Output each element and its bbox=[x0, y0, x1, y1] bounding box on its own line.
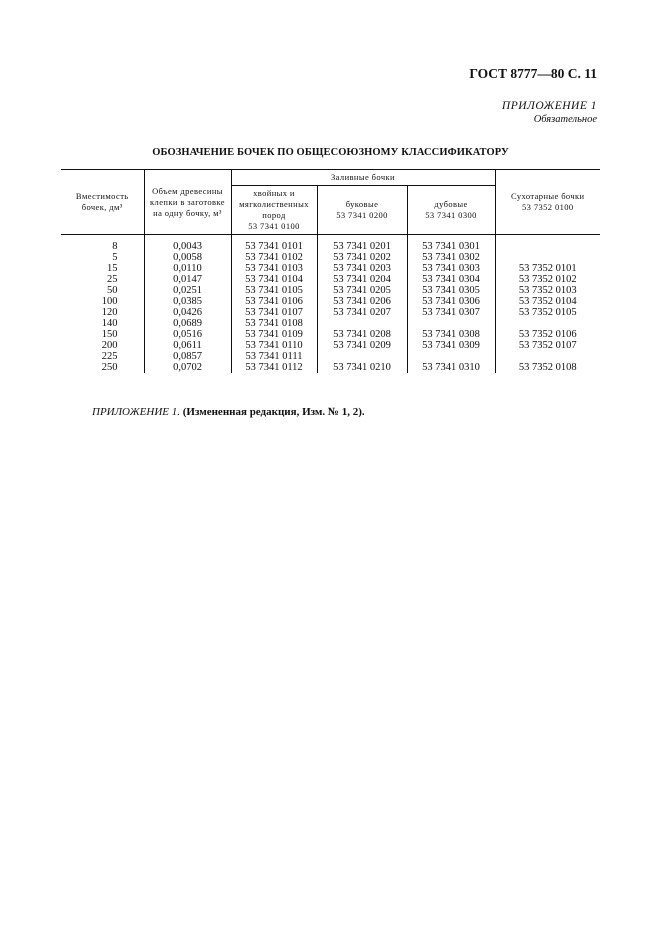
table-cell: 53 7341 0303 bbox=[407, 263, 495, 274]
table-cell: 120 bbox=[101, 307, 118, 318]
appendix-status: Обязательное bbox=[533, 114, 597, 125]
header-dry-label: Сухотарные бочки bbox=[511, 191, 585, 201]
table-cell: 53 7352 0104 bbox=[495, 296, 600, 307]
table-cell: 53 7352 0105 bbox=[495, 307, 600, 318]
table-row bbox=[61, 296, 600, 307]
header-coniferous-label: хвойных и мягколиственных пород bbox=[239, 188, 309, 220]
table-cell: 53 7341 0310 bbox=[407, 362, 495, 373]
table-cell: 53 7341 0206 bbox=[317, 296, 407, 307]
table-cell: 0,0516 bbox=[144, 329, 231, 340]
table-cell bbox=[407, 351, 495, 362]
table-cell: 53 7341 0108 bbox=[231, 318, 317, 329]
table-row bbox=[61, 329, 600, 340]
table-cell: 53 7341 0306 bbox=[407, 296, 495, 307]
table-cell: 0,0702 bbox=[144, 362, 231, 373]
table-row bbox=[61, 235, 600, 253]
table-cell: 0,0251 bbox=[144, 285, 231, 296]
header-oak bbox=[407, 186, 495, 235]
table-cell: 53 7341 0203 bbox=[317, 263, 407, 274]
note-label: ПРИЛОЖЕНИЕ 1. bbox=[92, 406, 180, 418]
table-cell bbox=[317, 318, 407, 329]
table-row bbox=[61, 263, 600, 274]
classifier-table bbox=[61, 169, 600, 373]
table-cell: 5 bbox=[112, 252, 118, 263]
table-cell: 53 7341 0112 bbox=[231, 362, 317, 373]
header-oak-label: дубовые bbox=[434, 199, 468, 209]
table-cell: 53 7341 0309 bbox=[407, 340, 495, 351]
table-cell bbox=[407, 318, 495, 329]
table-cell: 53 7341 0106 bbox=[231, 296, 317, 307]
table-cell: 53 7341 0208 bbox=[317, 329, 407, 340]
table-cell: 8 bbox=[112, 241, 118, 252]
table-cell: 53 7341 0111 bbox=[231, 351, 317, 362]
appendix-label: ПРИЛОЖЕНИЕ 1 bbox=[501, 100, 597, 112]
table-cell: 0,0857 bbox=[144, 351, 231, 362]
table-cell: 225 bbox=[101, 351, 118, 362]
table-cell: 53 7341 0307 bbox=[407, 307, 495, 318]
table-cell: 53 7341 0301 bbox=[407, 235, 495, 253]
appendix-block bbox=[502, 100, 597, 126]
table-cell: 53 7341 0205 bbox=[317, 285, 407, 296]
table-cell: 53 7352 0102 bbox=[495, 274, 600, 285]
header-beech-code: 53 7341 0200 bbox=[336, 210, 388, 220]
table-cell: 250 bbox=[101, 362, 118, 373]
table-cell: 53 7341 0201 bbox=[317, 235, 407, 253]
table-cell: 53 7352 0106 bbox=[495, 329, 600, 340]
table-row bbox=[61, 351, 600, 362]
header-coniferous bbox=[231, 186, 317, 235]
table-cell: 0,0110 bbox=[144, 263, 231, 274]
table-cell: 0,0058 bbox=[144, 252, 231, 263]
table-row bbox=[61, 318, 600, 329]
table-cell: 0,0043 bbox=[144, 235, 231, 253]
header-beech-label: буковые bbox=[345, 199, 379, 209]
table-row bbox=[61, 362, 600, 373]
header-beech bbox=[317, 186, 407, 235]
amendment-note bbox=[92, 406, 365, 418]
table-cell bbox=[495, 318, 600, 329]
table-cell: 0,0611 bbox=[144, 340, 231, 351]
table-cell: 53 7341 0101 bbox=[231, 235, 317, 253]
note-text: (Измененная редакция, Изм. № 1, 2). bbox=[182, 406, 365, 418]
table-cell: 25 bbox=[107, 274, 118, 285]
table-cell: 53 7341 0104 bbox=[231, 274, 317, 285]
classifier-table-container bbox=[61, 169, 600, 373]
table-cell: 53 7341 0209 bbox=[317, 340, 407, 351]
table-cell bbox=[317, 351, 407, 362]
header-filled-group: Заливные бочки bbox=[231, 170, 495, 186]
table-cell: 100 bbox=[101, 296, 118, 307]
table-cell: 53 7352 0108 bbox=[495, 362, 600, 373]
table-cell bbox=[495, 252, 600, 263]
table-cell: 0,0385 bbox=[144, 296, 231, 307]
table-cell: 0,0426 bbox=[144, 307, 231, 318]
table-cell: 53 7341 0107 bbox=[231, 307, 317, 318]
table-cell: 53 7341 0207 bbox=[317, 307, 407, 318]
document-code: ГОСТ 8777—80 С. 11 bbox=[469, 66, 597, 81]
table-cell: 53 7341 0110 bbox=[231, 340, 317, 351]
header-volume: Объем древесины клепки в заготовке на одну бочку, м³ bbox=[144, 170, 231, 235]
table-cell: 53 7341 0109 bbox=[231, 329, 317, 340]
header-dry bbox=[495, 170, 600, 235]
table-cell: 53 7341 0103 bbox=[231, 263, 317, 274]
table-cell: 50 bbox=[107, 285, 118, 296]
table-cell: 53 7341 0210 bbox=[317, 362, 407, 373]
table-cell: 53 7341 0308 bbox=[407, 329, 495, 340]
table-cell: 140 bbox=[101, 318, 118, 329]
table-cell: 53 7341 0202 bbox=[317, 252, 407, 263]
table-row bbox=[61, 274, 600, 285]
table-cell: 53 7341 0204 bbox=[317, 274, 407, 285]
table-cell: 53 7341 0304 bbox=[407, 274, 495, 285]
table-row bbox=[61, 307, 600, 318]
header-oak-code: 53 7341 0300 bbox=[425, 210, 477, 220]
table-cell: 0,0689 bbox=[144, 318, 231, 329]
table-cell: 53 7341 0105 bbox=[231, 285, 317, 296]
table-cell bbox=[495, 235, 600, 253]
table-cell: 53 7341 0302 bbox=[407, 252, 495, 263]
table-row bbox=[61, 252, 600, 263]
header-coniferous-code: 53 7341 0100 bbox=[248, 221, 300, 231]
table-cell: 53 7341 0305 bbox=[407, 285, 495, 296]
header-dry-code: 53 7352 0100 bbox=[522, 202, 574, 212]
table-cell: 53 7352 0103 bbox=[495, 285, 600, 296]
table-cell: 150 bbox=[101, 329, 118, 340]
table-row bbox=[61, 285, 600, 296]
table-cell: 53 7352 0107 bbox=[495, 340, 600, 351]
table-cell: 15 bbox=[107, 263, 118, 274]
table-cell: 53 7352 0101 bbox=[495, 263, 600, 274]
table-body bbox=[61, 235, 600, 374]
table-cell bbox=[495, 351, 600, 362]
table-cell: 0,0147 bbox=[144, 274, 231, 285]
table-title: ОБОЗНАЧЕНИЕ БОЧЕК ПО ОБЩЕСОЮЗНОМУ КЛАССИФИКАТОРУ bbox=[152, 147, 509, 158]
header-capacity: Вместимость бочек, дм³ bbox=[61, 170, 144, 235]
table-row bbox=[61, 340, 600, 351]
table-cell: 200 bbox=[101, 340, 118, 351]
table-cell: 53 7341 0102 bbox=[231, 252, 317, 263]
